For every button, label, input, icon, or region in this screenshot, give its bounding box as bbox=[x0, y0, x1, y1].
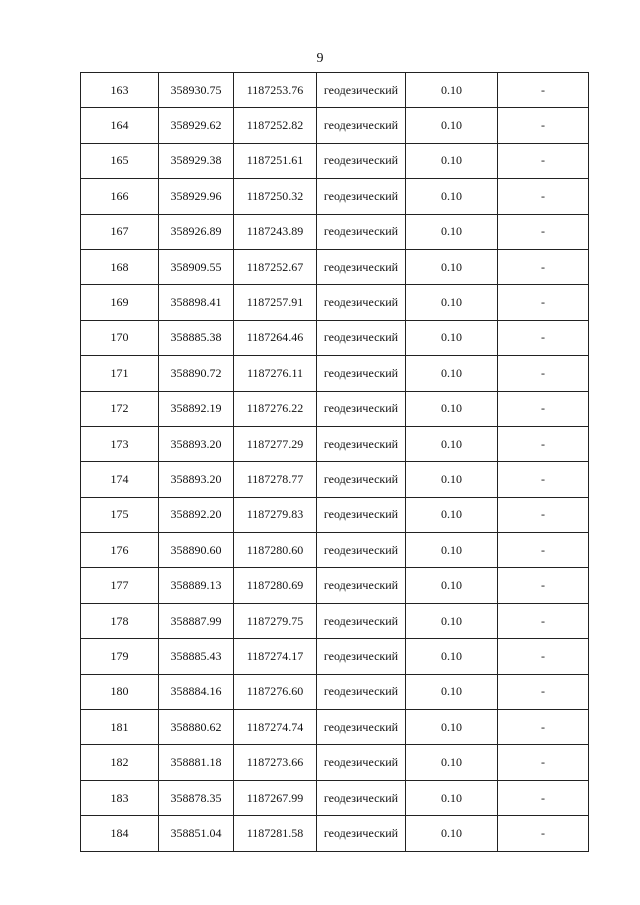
point-number-cell: 174 bbox=[81, 462, 159, 497]
accuracy-cell: 0.10 bbox=[406, 285, 498, 320]
y-coordinate-cell: 1187276.11 bbox=[234, 356, 317, 391]
accuracy-cell: 0.10 bbox=[406, 108, 498, 143]
point-number-cell: 167 bbox=[81, 214, 159, 249]
method-cell: геодезический bbox=[317, 568, 406, 603]
y-coordinate-cell: 1187253.76 bbox=[234, 73, 317, 108]
page-number: 9 bbox=[316, 51, 324, 66]
x-coordinate-cell: 358930.75 bbox=[159, 73, 234, 108]
method-cell: геодезический bbox=[317, 710, 406, 745]
table-row bbox=[81, 179, 589, 214]
y-coordinate-cell: 1187250.32 bbox=[234, 179, 317, 214]
method-cell: геодезический bbox=[317, 462, 406, 497]
table-row bbox=[81, 710, 589, 745]
table-row bbox=[81, 780, 589, 815]
y-coordinate-cell: 1187278.77 bbox=[234, 462, 317, 497]
accuracy-cell: 0.10 bbox=[406, 214, 498, 249]
table-row bbox=[81, 497, 589, 532]
table-row bbox=[81, 356, 589, 391]
method-cell: геодезический bbox=[317, 639, 406, 674]
method-cell: геодезический bbox=[317, 285, 406, 320]
x-coordinate-cell: 358889.13 bbox=[159, 568, 234, 603]
x-coordinate-cell: 358890.60 bbox=[159, 533, 234, 568]
y-coordinate-cell: 1187276.22 bbox=[234, 391, 317, 426]
coordinates-table-body bbox=[81, 73, 589, 852]
point-number-cell: 171 bbox=[81, 356, 159, 391]
x-coordinate-cell: 358898.41 bbox=[159, 285, 234, 320]
method-cell: геодезический bbox=[317, 249, 406, 284]
table-row bbox=[81, 391, 589, 426]
point-number-cell: 181 bbox=[81, 710, 159, 745]
x-coordinate-cell: 358884.16 bbox=[159, 674, 234, 709]
y-coordinate-cell: 1187276.60 bbox=[234, 674, 317, 709]
description-cell: - bbox=[498, 356, 589, 391]
accuracy-cell: 0.10 bbox=[406, 143, 498, 178]
description-cell: - bbox=[498, 179, 589, 214]
x-coordinate-cell: 358885.43 bbox=[159, 639, 234, 674]
accuracy-cell: 0.10 bbox=[406, 533, 498, 568]
accuracy-cell: 0.10 bbox=[406, 710, 498, 745]
description-cell: - bbox=[498, 674, 589, 709]
x-coordinate-cell: 358893.20 bbox=[159, 462, 234, 497]
accuracy-cell: 0.10 bbox=[406, 745, 498, 780]
method-cell: геодезический bbox=[317, 603, 406, 638]
point-number-cell: 173 bbox=[81, 426, 159, 461]
accuracy-cell: 0.10 bbox=[406, 780, 498, 815]
point-number-cell: 179 bbox=[81, 639, 159, 674]
table-row bbox=[81, 533, 589, 568]
point-number-cell: 169 bbox=[81, 285, 159, 320]
method-cell: геодезический bbox=[317, 391, 406, 426]
description-cell: - bbox=[498, 214, 589, 249]
accuracy-cell: 0.10 bbox=[406, 391, 498, 426]
table-row bbox=[81, 285, 589, 320]
description-cell: - bbox=[498, 568, 589, 603]
description-cell: - bbox=[498, 533, 589, 568]
table-row bbox=[81, 108, 589, 143]
x-coordinate-cell: 358887.99 bbox=[159, 603, 234, 638]
method-cell: геодезический bbox=[317, 745, 406, 780]
table-row bbox=[81, 73, 589, 108]
description-cell: - bbox=[498, 710, 589, 745]
point-number-cell: 168 bbox=[81, 249, 159, 284]
description-cell: - bbox=[498, 780, 589, 815]
x-coordinate-cell: 358890.72 bbox=[159, 356, 234, 391]
y-coordinate-cell: 1187252.67 bbox=[234, 249, 317, 284]
accuracy-cell: 0.10 bbox=[406, 603, 498, 638]
point-number-cell: 165 bbox=[81, 143, 159, 178]
accuracy-cell: 0.10 bbox=[406, 73, 498, 108]
x-coordinate-cell: 358929.96 bbox=[159, 179, 234, 214]
y-coordinate-cell: 1187243.89 bbox=[234, 214, 317, 249]
table-row bbox=[81, 639, 589, 674]
description-cell: - bbox=[498, 73, 589, 108]
table-row bbox=[81, 674, 589, 709]
table-row bbox=[81, 143, 589, 178]
method-cell: геодезический bbox=[317, 426, 406, 461]
point-number-cell: 172 bbox=[81, 391, 159, 426]
table-row bbox=[81, 816, 589, 851]
accuracy-cell: 0.10 bbox=[406, 462, 498, 497]
table-row bbox=[81, 426, 589, 461]
table-row bbox=[81, 214, 589, 249]
method-cell: геодезический bbox=[317, 143, 406, 178]
accuracy-cell: 0.10 bbox=[406, 320, 498, 355]
description-cell: - bbox=[498, 285, 589, 320]
y-coordinate-cell: 1187273.66 bbox=[234, 745, 317, 780]
description-cell: - bbox=[498, 497, 589, 532]
accuracy-cell: 0.10 bbox=[406, 497, 498, 532]
table-row bbox=[81, 249, 589, 284]
accuracy-cell: 0.10 bbox=[406, 426, 498, 461]
point-number-cell: 164 bbox=[81, 108, 159, 143]
accuracy-cell: 0.10 bbox=[406, 639, 498, 674]
method-cell: геодезический bbox=[317, 533, 406, 568]
y-coordinate-cell: 1187280.69 bbox=[234, 568, 317, 603]
point-number-cell: 183 bbox=[81, 780, 159, 815]
point-number-cell: 166 bbox=[81, 179, 159, 214]
method-cell: геодезический bbox=[317, 816, 406, 851]
description-cell: - bbox=[498, 391, 589, 426]
method-cell: геодезический bbox=[317, 497, 406, 532]
y-coordinate-cell: 1187279.83 bbox=[234, 497, 317, 532]
table-row bbox=[81, 745, 589, 780]
point-number-cell: 180 bbox=[81, 674, 159, 709]
y-coordinate-cell: 1187277.29 bbox=[234, 426, 317, 461]
y-coordinate-cell: 1187274.17 bbox=[234, 639, 317, 674]
x-coordinate-cell: 358929.38 bbox=[159, 143, 234, 178]
accuracy-cell: 0.10 bbox=[406, 568, 498, 603]
point-number-cell: 184 bbox=[81, 816, 159, 851]
y-coordinate-cell: 1187281.58 bbox=[234, 816, 317, 851]
y-coordinate-cell: 1187252.82 bbox=[234, 108, 317, 143]
x-coordinate-cell: 358926.89 bbox=[159, 214, 234, 249]
point-number-cell: 182 bbox=[81, 745, 159, 780]
x-coordinate-cell: 358909.55 bbox=[159, 249, 234, 284]
description-cell: - bbox=[498, 426, 589, 461]
description-cell: - bbox=[498, 320, 589, 355]
description-cell: - bbox=[498, 108, 589, 143]
x-coordinate-cell: 358880.62 bbox=[159, 710, 234, 745]
description-cell: - bbox=[498, 249, 589, 284]
table-row bbox=[81, 603, 589, 638]
x-coordinate-cell: 358893.20 bbox=[159, 426, 234, 461]
description-cell: - bbox=[498, 143, 589, 178]
accuracy-cell: 0.10 bbox=[406, 356, 498, 391]
y-coordinate-cell: 1187264.46 bbox=[234, 320, 317, 355]
method-cell: геодезический bbox=[317, 356, 406, 391]
method-cell: геодезический bbox=[317, 214, 406, 249]
accuracy-cell: 0.10 bbox=[406, 674, 498, 709]
table-row bbox=[81, 568, 589, 603]
accuracy-cell: 0.10 bbox=[406, 816, 498, 851]
x-coordinate-cell: 358892.20 bbox=[159, 497, 234, 532]
table-row bbox=[81, 462, 589, 497]
point-number-cell: 177 bbox=[81, 568, 159, 603]
method-cell: геодезический bbox=[317, 674, 406, 709]
point-number-cell: 178 bbox=[81, 603, 159, 638]
point-number-cell: 175 bbox=[81, 497, 159, 532]
accuracy-cell: 0.10 bbox=[406, 249, 498, 284]
method-cell: геодезический bbox=[317, 108, 406, 143]
point-number-cell: 163 bbox=[81, 73, 159, 108]
description-cell: - bbox=[498, 816, 589, 851]
y-coordinate-cell: 1187279.75 bbox=[234, 603, 317, 638]
x-coordinate-cell: 358851.04 bbox=[159, 816, 234, 851]
point-number-cell: 170 bbox=[81, 320, 159, 355]
method-cell: геодезический bbox=[317, 780, 406, 815]
y-coordinate-cell: 1187280.60 bbox=[234, 533, 317, 568]
method-cell: геодезический bbox=[317, 73, 406, 108]
x-coordinate-cell: 358878.35 bbox=[159, 780, 234, 815]
method-cell: геодезический bbox=[317, 320, 406, 355]
y-coordinate-cell: 1187274.74 bbox=[234, 710, 317, 745]
description-cell: - bbox=[498, 462, 589, 497]
y-coordinate-cell: 1187251.61 bbox=[234, 143, 317, 178]
point-number-cell: 176 bbox=[81, 533, 159, 568]
y-coordinate-cell: 1187257.91 bbox=[234, 285, 317, 320]
table-row bbox=[81, 320, 589, 355]
x-coordinate-cell: 358929.62 bbox=[159, 108, 234, 143]
y-coordinate-cell: 1187267.99 bbox=[234, 780, 317, 815]
x-coordinate-cell: 358881.18 bbox=[159, 745, 234, 780]
method-cell: геодезический bbox=[317, 179, 406, 214]
description-cell: - bbox=[498, 745, 589, 780]
description-cell: - bbox=[498, 603, 589, 638]
x-coordinate-cell: 358892.19 bbox=[159, 391, 234, 426]
coordinates-table bbox=[80, 72, 589, 852]
accuracy-cell: 0.10 bbox=[406, 179, 498, 214]
description-cell: - bbox=[498, 639, 589, 674]
x-coordinate-cell: 358885.38 bbox=[159, 320, 234, 355]
